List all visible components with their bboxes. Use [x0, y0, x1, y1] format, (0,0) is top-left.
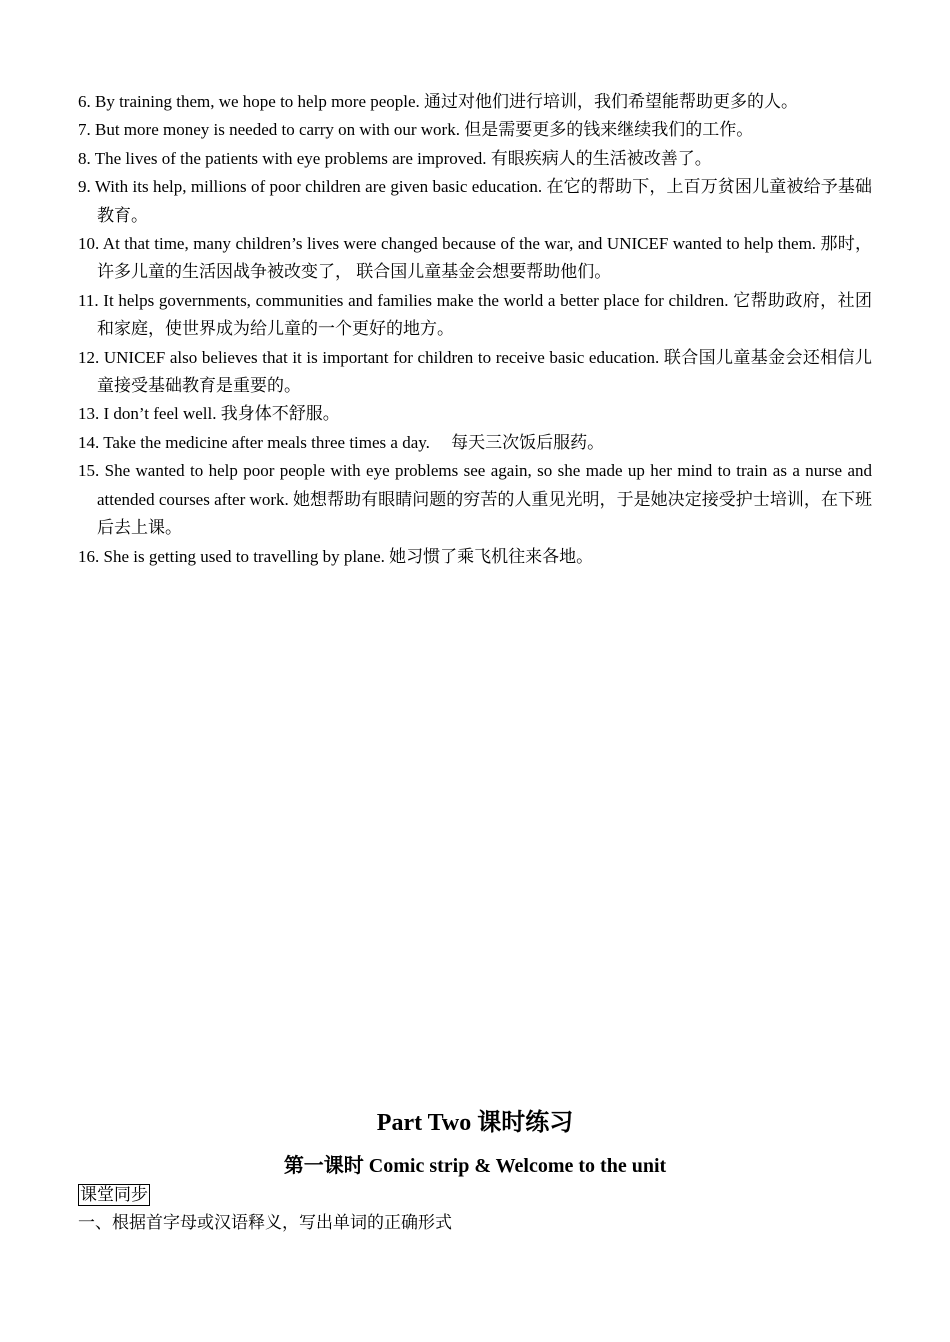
lesson-title: 第一课时 Comic strip & Welcome to the unit	[283, 1155, 667, 1177]
sentence-item: 10. At that time, many children’s lives were changed because of the war, and UNICEF wanted to help them. 那时，许多儿童的生活因战争被改变了， 联合国儿童基金会想要帮助他们。	[78, 234, 872, 282]
part-title: Part Two 课时练习	[376, 1110, 574, 1136]
sentence-item: 6. By training them, we hope to help more people. 通过对他们进行培训，我们希望能帮助更多的人。	[78, 92, 799, 111]
sentence-list	[78, 88, 872, 571]
sentence-item: 8. The lives of the patients with eye problems are improved. 有眼疾病人的生活被改善了。	[78, 148, 712, 168]
sentence-item: 9. With its help, millions of poor children are given basic education. 在它的帮助下，上百万贫困儿童被给予基础教育。	[78, 177, 872, 225]
exercise-heading: 一、根据首字母或汉语释义，写出单词的正确形式	[78, 1213, 452, 1233]
sentence-item: 13. I don’t feel well. 我身体不舒服。	[78, 404, 340, 424]
sentence-item: 11. It helps governments, communities and families make the world a better place for children. 它帮助政府，社团和家庭，使世界成为给儿童的一个更好的地方。	[78, 290, 872, 339]
sentence-item: 14. Take the medicine after meals three times a day. 每天三次饭后服药。	[78, 432, 605, 452]
sentence-item: 15. She wanted to help poor people with eye problems see again, so she made up her mind to train as a nurse and attended courses after work. 她想帮助有眼睛问题的穷苦的人重见光明，于是她决定接受护士培训，在下班后去上课。	[78, 461, 872, 538]
sentence-item: 7. But more money is needed to carry on with our work. 但是需要更多的钱来继续我们的工作。	[78, 120, 754, 140]
sentence-item: 12. UNICEF also believes that it is important for children to receive basic education. 联合国儿童基金会还相信儿童接受基础教育是重要的。	[78, 347, 872, 396]
sentence-item: 16. She is getting used to travelling by plane. 她习惯了乘飞机往来各地。	[78, 546, 594, 566]
section-label: 课堂同步	[80, 1185, 148, 1204]
